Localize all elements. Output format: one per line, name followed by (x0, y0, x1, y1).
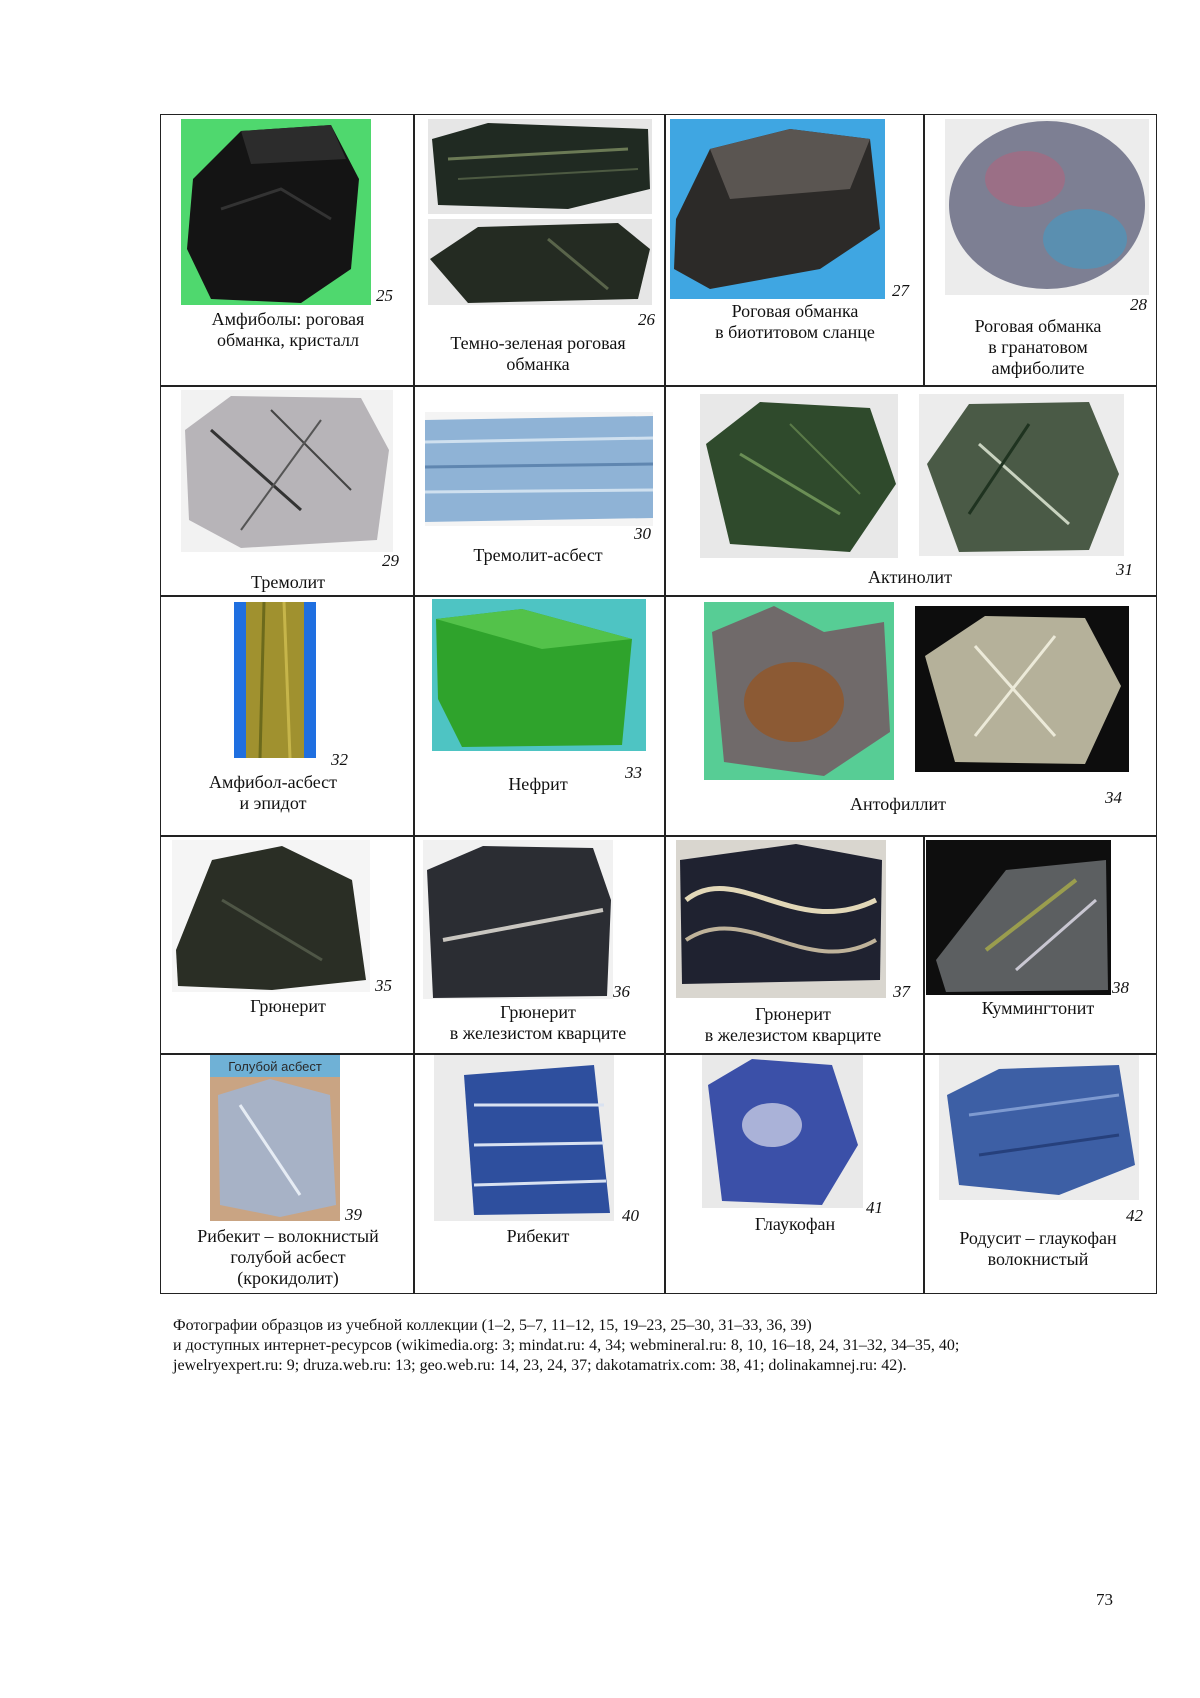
specimen-photo-38 (926, 840, 1111, 995)
specimen-number-27: 27 (892, 281, 909, 300)
specimen-caption-28: Роговая обманка в гранатовом амфиболите (974, 316, 1102, 378)
specimen-photo-27 (670, 119, 885, 299)
specimen-number-25: 25 (376, 286, 393, 305)
specimen-number-30: 30 (634, 524, 651, 543)
specimen-caption-25: Амфиболы: роговая обманка, кристалл (211, 309, 365, 350)
specimen-photo-37 (676, 840, 886, 998)
specimen-caption-32: Амфибол-асбест и эпидот (209, 772, 337, 813)
specimen-photo-26a (428, 119, 652, 214)
specimen-photo-42 (939, 1055, 1139, 1200)
specimen-caption-40: Рибекит (506, 1226, 570, 1246)
specimen-caption-38: Куммингтонит (981, 998, 1095, 1018)
specimen-photo-39 (210, 1055, 340, 1221)
specimen-caption-26: Темно-зеленая роговая обманка (450, 333, 626, 374)
specimen-photo-31b (919, 394, 1124, 556)
specimen-photo-34b (915, 606, 1129, 772)
credits-line: и доступных интернет-ресурсов (wikimedia.org: 3; mindat.ru: 4, 34; webmineral.ru: 8, 10, 16–18, 24, 31–32, 34–35, 40; (173, 1337, 960, 1354)
credits-line: jewelryexpert.ru: 9; druza.web.ru: 13; geo.web.ru: 14, 23, 24, 37; dakotamatrix.com: 38, 41; dolinakamnej.ru: 42). (173, 1357, 907, 1374)
specimen-photo-36 (423, 840, 613, 999)
specimen-number-37: 37 (893, 982, 910, 1001)
specimen-photo-34a (704, 602, 894, 780)
table-divider (923, 835, 925, 1293)
table-divider (664, 385, 666, 595)
specimen-number-34: 34 (1105, 788, 1122, 807)
specimen-photo-32 (234, 602, 316, 758)
specimen-number-40: 40 (622, 1206, 639, 1225)
specimen-caption-33: Нефрит (508, 774, 568, 794)
specimen-photo-28 (945, 119, 1149, 295)
credits-line: Фотографии образцов из учебной коллекции (1–2, 5–7, 11–12, 15, 19–23, 25–30, 31–33, 36, 39) (173, 1317, 812, 1334)
specimen-number-35: 35 (375, 976, 392, 995)
specimen-number-42: 42 (1126, 1206, 1143, 1225)
specimen-photo-26b (428, 219, 652, 305)
specimen-photo-29 (181, 390, 393, 552)
specimen-caption-30: Тремолит-асбест (473, 545, 603, 565)
table-divider (161, 385, 1156, 387)
specimen-photo-40 (434, 1055, 614, 1221)
specimen-caption-37: Грюнерит в железистом кварците (704, 1004, 882, 1045)
page-number: 73 (1096, 1590, 1113, 1609)
specimen-number-36: 36 (613, 982, 630, 1001)
specimen-number-41: 41 (866, 1198, 883, 1217)
table-divider (161, 595, 1156, 597)
specimen-photo-25 (181, 119, 371, 305)
table-divider (664, 115, 666, 385)
specimen-number-32: 32 (331, 750, 348, 769)
specimen-number-29: 29 (382, 551, 399, 570)
specimen-photo-30 (425, 412, 653, 526)
specimen-caption-39: Рибекит – волокнистый голубой асбест (крокидолит) (197, 1226, 379, 1288)
specimen-number-39: 39 (345, 1205, 362, 1224)
specimen-number-33: 33 (625, 763, 642, 782)
specimen-caption-27: Роговая обманка в биотитовом сланце (715, 301, 875, 342)
specimen-number-31: 31 (1116, 560, 1133, 579)
photo-label: Голубой асбест (228, 1059, 322, 1074)
table-divider (664, 595, 666, 835)
specimen-caption-42: Родусит – глаукофан волокнистый (959, 1228, 1117, 1269)
specimen-photo-41 (702, 1055, 863, 1208)
specimen-caption-41: Глаукофан (754, 1214, 836, 1234)
photo-credits (173, 1316, 1133, 1376)
specimen-caption-31: Актинолит (868, 567, 952, 587)
specimen-caption-35: Грюнерит (250, 996, 326, 1016)
specimen-photo-33 (432, 599, 646, 751)
specimen-caption-34: Антофиллит (849, 794, 947, 814)
table-divider (413, 115, 415, 1293)
specimen-caption-36: Грюнерит в железистом кварците (449, 1002, 627, 1043)
specimen-number-38: 38 (1112, 978, 1129, 997)
specimen-caption-29: Тремолит (251, 572, 325, 592)
specimen-photo-31a (700, 394, 898, 558)
specimen-number-26: 26 (638, 310, 655, 329)
table-divider (161, 835, 1156, 837)
table-divider (664, 835, 666, 1293)
specimen-photo-35 (172, 840, 370, 992)
specimen-number-28: 28 (1130, 295, 1147, 314)
